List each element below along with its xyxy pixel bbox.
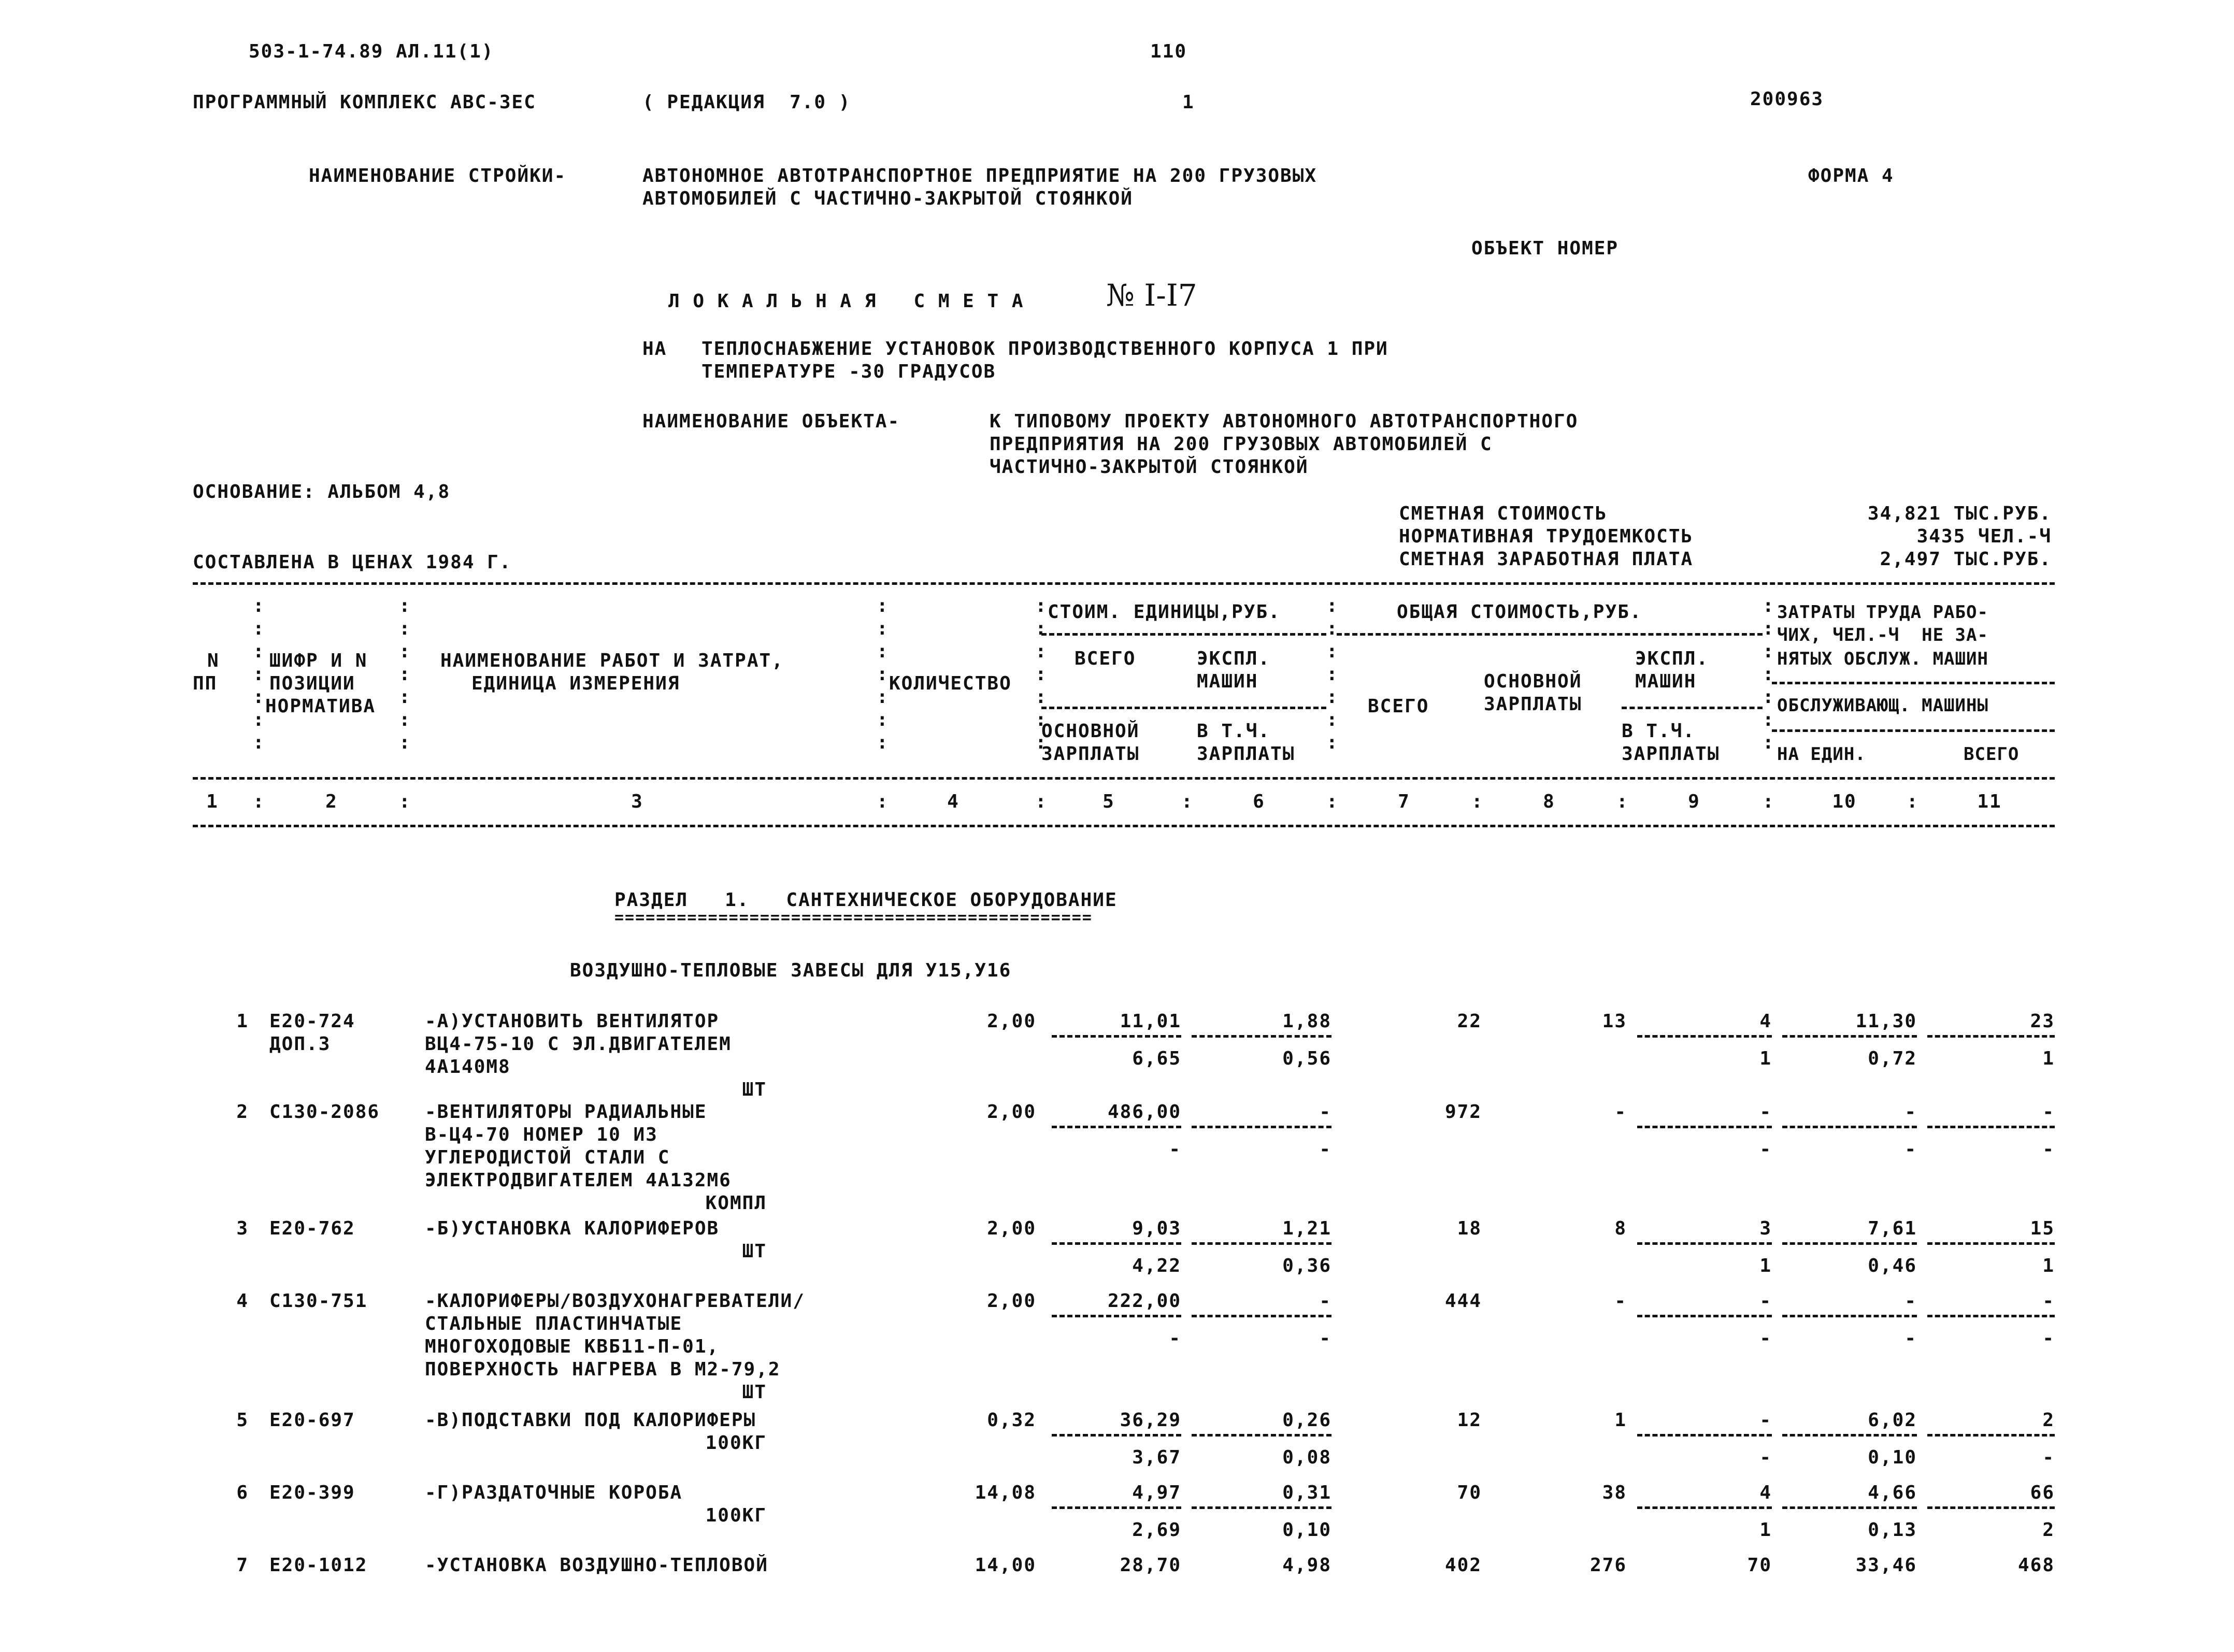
row-unit-cost: 222,00 <box>1107 1290 1181 1312</box>
row-subrule <box>1637 1035 1772 1038</box>
row-number: 5 <box>236 1410 249 1431</box>
header-top-rule <box>193 582 2055 585</box>
row-unit-cost: 11,01 <box>1120 1011 1181 1032</box>
header-col9-line1: ЭКСПЛ. <box>1635 648 1709 669</box>
row-unit: КОМПЛ <box>705 1193 767 1214</box>
header-col9-line3: В Т.Ч. <box>1622 721 1696 742</box>
row-number: 2 <box>236 1101 249 1123</box>
row-subrule <box>1637 1434 1772 1436</box>
row-machine-wages: 1 <box>1759 1255 1772 1276</box>
row-total-machine: 4 <box>1759 1482 1772 1503</box>
row-name-line: -А)УСТАНОВИТЬ ВЕНТИЛЯТОР <box>425 1011 720 1032</box>
row-number: 1 <box>236 1011 249 1032</box>
header-col9-line4: ЗАРПЛАТЫ <box>1622 743 1720 765</box>
row-machine-labor-total: 1 <box>2042 1255 2055 1276</box>
row-unit-machine: 0,26 <box>1282 1410 1331 1431</box>
row-machine-labor-unit: - <box>1904 1139 1917 1160</box>
row-machine-wages: - <box>1759 1139 1772 1160</box>
header-unit-cost-group: СТОИМ. ЕДИНИЦЫ,РУБ. <box>1048 601 1281 623</box>
row-machine-labor-total: - <box>2042 1447 2055 1468</box>
row-code: Е20-724 <box>269 1011 355 1032</box>
row-name-line: -ВЕНТИЛЯТОРЫ РАДИАЛЬНЫЕ <box>425 1101 707 1123</box>
row-unit-cost: 36,29 <box>1120 1410 1181 1431</box>
row-subrule <box>1192 1242 1331 1245</box>
header-col11: ВСЕГО <box>1964 744 2020 765</box>
row-subrule <box>1637 1242 1772 1245</box>
total-value-labor: 3435 ЧЕЛ.-Ч <box>1916 526 2052 547</box>
object-number-label: ОБЪЕКТ НОМЕР <box>1471 238 1619 259</box>
row-subrule <box>1782 1315 1917 1317</box>
row-quantity: 2,00 <box>987 1218 1036 1239</box>
row-code: С130-2086 <box>269 1101 380 1123</box>
row-code: Е20-697 <box>269 1410 355 1431</box>
row-unit-cost: 486,00 <box>1107 1101 1181 1123</box>
row-unit-machine-wages: 0,08 <box>1282 1447 1331 1468</box>
col-separator: : <box>877 791 888 812</box>
row-subrule <box>1192 1315 1331 1317</box>
row-subrule <box>1637 1126 1772 1128</box>
col-separator: : : : : : : : <box>1763 595 1774 753</box>
row-unit-machine: 1,88 <box>1282 1011 1331 1032</box>
row-subrule <box>1782 1434 1917 1436</box>
header-col2-line3: НОРМАТИВА <box>265 696 376 717</box>
row-name-line: ПОВЕРХНОСТЬ НАГРЕВА В М2-79,2 <box>425 1359 781 1380</box>
row-number: 7 <box>236 1555 249 1576</box>
estimate-on-label: НА <box>642 338 667 360</box>
row-unit: 100КГ <box>705 1505 767 1526</box>
row-labor-unit: 4,66 <box>1868 1482 1917 1503</box>
row-machine-labor-unit: 0,46 <box>1868 1255 1917 1276</box>
column-number: 8 <box>1543 791 1555 812</box>
document-number: 200963 <box>1750 89 1824 110</box>
row-unit-cost: 28,70 <box>1120 1555 1181 1576</box>
header-col1-line1: N <box>207 650 220 671</box>
col-separator: : <box>1035 791 1047 812</box>
row-total-machine: 3 <box>1759 1218 1772 1239</box>
header-col2-line1: ШИФР И N <box>269 650 368 671</box>
row-subrule <box>1192 1506 1331 1509</box>
header-col5-line3: ЗАРПЛАТЫ <box>1041 743 1140 765</box>
row-subrule <box>1782 1242 1917 1245</box>
row-labor-total: 66 <box>2030 1482 2055 1503</box>
row-total: 402 <box>1444 1555 1482 1576</box>
row-machine-labor-total: 2 <box>2042 1519 2055 1541</box>
row-total-wages: 276 <box>1589 1555 1627 1576</box>
column-number: 9 <box>1688 791 1700 812</box>
header-inner-rule <box>1041 707 1326 709</box>
row-subrule <box>1637 1315 1772 1317</box>
col-separator: : <box>1326 791 1338 812</box>
column-number: 1 <box>206 791 219 812</box>
section-underline: ============================================== <box>614 909 1093 927</box>
row-number: 4 <box>236 1290 249 1312</box>
col-separator: : : : : : : : <box>1035 595 1047 753</box>
row-name-line: -В)ПОДСТАВКИ ПОД КАЛОРИФЕРЫ <box>425 1410 756 1431</box>
row-name-line: -КАЛОРИФЕРЫ/ВОЗДУХОНАГРЕВАТЕЛИ/ <box>425 1290 805 1312</box>
estimate-title: Л О К А Л Ь Н А Я С М Е Т А <box>668 291 1024 312</box>
row-name-line: СТАЛЬНЫЕ ПЛАСТИНЧАТЫЕ <box>425 1313 683 1334</box>
row-labor-unit: 7,61 <box>1868 1218 1917 1239</box>
row-machine-labor-unit: - <box>1904 1328 1917 1349</box>
program-name: ПРОГРАММНЫЙ КОМПЛЕКС АВС-3ЕС <box>193 92 536 113</box>
row-labor-unit: 6,02 <box>1868 1410 1917 1431</box>
row-machine-labor-total: 1 <box>2042 1048 2055 1069</box>
row-labor-total: 468 <box>2017 1555 2055 1576</box>
subsection-title: ВОЗДУШНО-ТЕПЛОВЫЕ ЗАВЕСЫ ДЛЯ У15,У16 <box>570 960 1012 981</box>
column-number: 11 <box>1977 791 2002 812</box>
row-unit-wages: 2,69 <box>1132 1519 1181 1541</box>
row-subrule <box>1052 1126 1181 1128</box>
row-unit-machine-wages: 0,10 <box>1282 1519 1331 1541</box>
row-unit: ШТ <box>742 1241 767 1262</box>
header-col3-line2: ЕДИНИЦА ИЗМЕРЕНИЯ <box>471 673 680 694</box>
project-name-line1: АВТОНОМНОЕ АВТОТРАНСПОРТНОЕ ПРЕДПРИЯТИЕ НА 200 ГРУЗОВЫХ <box>642 165 1318 186</box>
header-inner-rule <box>1622 707 1763 709</box>
document-code: 503-1-74.89 АЛ.11(1) <box>249 41 494 62</box>
header-col10-line3: НЯТЫХ ОБСЛУЖ. МАШИН <box>1777 649 1988 669</box>
row-name-line: ВЦ4-75-10 С ЭЛ.ДВИГАТЕЛЕМ <box>425 1033 732 1055</box>
col-separator: : <box>1181 791 1193 812</box>
row-total-wages: 38 <box>1602 1482 1627 1503</box>
row-quantity: 14,08 <box>975 1482 1036 1503</box>
total-label-wages: СМЕТНАЯ ЗАРАБОТНАЯ ПЛАТА <box>1399 549 1694 570</box>
row-subrule <box>1927 1035 2055 1038</box>
row-unit-machine-wages: 0,56 <box>1282 1048 1331 1069</box>
row-total: 18 <box>1457 1218 1482 1239</box>
row-unit-machine-wages: - <box>1319 1139 1331 1160</box>
project-label: НАИМЕНОВАНИЕ СТРОЙКИ- <box>309 165 567 186</box>
header-inner-rule <box>1772 682 2055 684</box>
row-unit: ШТ <box>742 1382 767 1403</box>
row-number: 6 <box>236 1482 249 1503</box>
row-total: 972 <box>1444 1101 1482 1123</box>
header-col2-line2: ПОЗИЦИИ <box>269 673 355 694</box>
row-labor-total: 23 <box>2030 1011 2055 1032</box>
header-col8-line2: ЗАРПЛАТЫ <box>1484 694 1582 715</box>
header-bottom-rule <box>193 777 2055 780</box>
row-code: Е20-1012 <box>269 1555 368 1576</box>
row-labor-total: 15 <box>2030 1218 2055 1239</box>
column-number: 7 <box>1398 791 1410 812</box>
row-machine-labor-total: - <box>2042 1139 2055 1160</box>
row-subrule <box>1782 1126 1917 1128</box>
row-labor-unit: 33,46 <box>1855 1555 1917 1576</box>
row-machine-wages: 1 <box>1759 1519 1772 1541</box>
col-separator: : : : : : : : <box>253 595 264 753</box>
column-number-rule <box>193 825 2055 827</box>
row-subrule <box>1192 1434 1331 1436</box>
prices-basis: СОСТАВЛЕНА В ЦЕНАХ 1984 Г. <box>193 552 512 573</box>
row-unit-machine: - <box>1319 1290 1331 1312</box>
header-col10-line2: ЧИХ, ЧЕЛ.-Ч НЕ ЗА- <box>1777 625 1988 645</box>
row-unit-wages: 6,65 <box>1132 1048 1181 1069</box>
row-subrule <box>1927 1315 2055 1317</box>
basis: ОСНОВАНИЕ: АЛЬБОМ 4,8 <box>193 481 451 502</box>
header-inner-rule <box>1041 633 1326 636</box>
total-value-wages: 2,497 ТЫС.РУБ. <box>1880 549 2052 570</box>
row-total-machine: 4 <box>1759 1011 1772 1032</box>
row-unit-machine-wages: 0,36 <box>1282 1255 1331 1276</box>
row-total-wages: - <box>1614 1101 1627 1123</box>
row-quantity: 14,00 <box>975 1555 1036 1576</box>
col-separator: : : : : : : : <box>1326 595 1338 753</box>
program-edition: ( РЕДАКЦИЯ 7.0 ) <box>642 92 851 113</box>
header-col9-line2: МАШИН <box>1635 671 1697 692</box>
row-total: 444 <box>1444 1290 1482 1312</box>
object-name-line3: ЧАСТИЧНО-ЗАКРЫТОЙ СТОЯНКОЙ <box>990 456 1309 478</box>
row-labor-unit: - <box>1904 1290 1917 1312</box>
section-title: РАЗДЕЛ 1. САНТЕХНИЧЕСКОЕ ОБОРУДОВАНИЕ <box>614 889 1118 911</box>
row-labor-total: 2 <box>2042 1410 2055 1431</box>
row-quantity: 2,00 <box>987 1011 1036 1032</box>
row-name-line: ЭЛЕКТРОДВИГАТЕЛЕМ 4А132М6 <box>425 1170 732 1191</box>
header-inner-rule <box>1337 633 1763 636</box>
row-subrule <box>1927 1506 2055 1509</box>
col-separator: : : : : : : : <box>877 595 888 753</box>
header-col6-line4: ЗАРПЛАТЫ <box>1197 743 1295 765</box>
row-name-line: 4А140М8 <box>425 1056 511 1078</box>
header-col8-line1: ОСНОВНОЙ <box>1484 671 1582 692</box>
row-subrule <box>1782 1035 1917 1038</box>
row-subrule <box>1927 1434 2055 1436</box>
row-name-line: -Г)РАЗДАТОЧНЫЕ КОРОБА <box>425 1482 683 1503</box>
header-col1-line2: ПП <box>193 673 218 694</box>
row-code: С130-751 <box>269 1290 368 1312</box>
row-name-line: МНОГОХОДОВЫЕ КВБ11-П-01, <box>425 1336 720 1357</box>
row-quantity: 2,00 <box>987 1290 1036 1312</box>
estimate-subject-line2: ТЕМПЕРАТУРЕ -30 ГРАДУСОВ <box>701 361 996 382</box>
total-label-labor: НОРМАТИВНАЯ ТРУДОЕМКОСТЬ <box>1399 526 1694 547</box>
column-number: 2 <box>325 791 338 812</box>
row-total: 12 <box>1457 1410 1482 1431</box>
header-col7: ВСЕГО <box>1368 696 1429 717</box>
row-name-line: -Б)УСТАНОВКА КАЛОРИФЕРОВ <box>425 1218 720 1239</box>
row-subrule <box>1192 1035 1331 1038</box>
total-value-cost: 34,821 ТЫС.РУБ. <box>1867 503 2052 524</box>
row-total-wages: 1 <box>1614 1410 1627 1431</box>
row-code: Е20-399 <box>269 1482 355 1503</box>
row-total-machine: - <box>1759 1410 1772 1431</box>
header-col4: КОЛИЧЕСТВО <box>889 673 1012 694</box>
row-unit: ШТ <box>742 1079 767 1100</box>
row-subrule <box>1052 1315 1181 1317</box>
row-total-wages: - <box>1614 1290 1627 1312</box>
row-subrule <box>1052 1035 1181 1038</box>
header-col6-line3: В Т.Ч. <box>1197 721 1271 742</box>
row-unit-wages: - <box>1169 1139 1181 1160</box>
total-label-cost: СМЕТНАЯ СТОИМОСТЬ <box>1399 503 1608 524</box>
header-col6-line1: ЭКСПЛ. <box>1197 648 1271 669</box>
row-quantity: 2,00 <box>987 1101 1036 1123</box>
row-code: Е20-762 <box>269 1218 355 1239</box>
row-subrule <box>1927 1126 2055 1128</box>
header-col3-line1: НАИМЕНОВАНИЕ РАБОТ И ЗАТРАТ, <box>440 650 784 671</box>
row-total: 22 <box>1457 1011 1482 1032</box>
header-inner-rule <box>1772 729 2055 732</box>
row-machine-wages: - <box>1759 1447 1772 1468</box>
header-col10-line5: НА ЕДИН. <box>1777 744 1866 765</box>
row-labor-unit: 11,30 <box>1855 1011 1917 1032</box>
row-subrule <box>1637 1506 1772 1509</box>
row-unit-machine-wages: - <box>1319 1328 1331 1349</box>
header-col5-line2: ОСНОВНОЙ <box>1041 721 1140 742</box>
row-unit: 100КГ <box>705 1432 767 1454</box>
object-name-line1: К ТИПОВОМУ ПРОЕКТУ АВТОНОМНОГО АВТОТРАНСПОРТНОГО <box>990 411 1579 432</box>
estimate-number: № I-I7 <box>1106 278 1197 313</box>
row-machine-labor-unit: 0,13 <box>1868 1519 1917 1541</box>
row-unit-wages: 3,67 <box>1132 1447 1181 1468</box>
col-separator: : <box>253 791 264 812</box>
column-number: 3 <box>631 791 643 812</box>
row-unit-cost: 4,97 <box>1132 1482 1181 1503</box>
header-total-cost-group: ОБЩАЯ СТОИМОСТЬ,РУБ. <box>1397 601 1642 623</box>
col-separator: : <box>1763 791 1774 812</box>
row-labor-unit: - <box>1904 1101 1917 1123</box>
row-labor-total: - <box>2042 1101 2055 1123</box>
row-machine-labor-unit: 0,10 <box>1868 1447 1917 1468</box>
row-quantity: 0,32 <box>987 1410 1036 1431</box>
row-machine-labor-total: - <box>2042 1328 2055 1349</box>
column-number: 10 <box>1832 791 1857 812</box>
header-col10-line4: ОБСЛУЖИВАЮЩ. МАШИНЫ <box>1777 695 1988 716</box>
header-col6-line2: МАШИН <box>1197 671 1258 692</box>
row-unit-wages: - <box>1169 1328 1181 1349</box>
row-machine-wages: 1 <box>1759 1048 1772 1069</box>
row-labor-total: - <box>2042 1290 2055 1312</box>
row-code-extra: ДОП.3 <box>269 1033 331 1055</box>
row-unit-machine: - <box>1319 1101 1331 1123</box>
row-total-machine: 70 <box>1747 1555 1772 1576</box>
row-unit-machine: 1,21 <box>1282 1218 1331 1239</box>
project-name-line2: АВТОМОБИЛЕЙ С ЧАСТИЧНО-ЗАКРЫТОЙ СТОЯНКОЙ <box>642 188 1133 209</box>
row-name-line: УГЛЕРОДИСТОЙ СТАЛИ С <box>425 1147 670 1168</box>
header-col10-line1: ЗАТРАТЫ ТРУДА РАБО- <box>1777 602 1988 623</box>
col-separator: : : : : : : : <box>399 595 410 753</box>
row-unit-machine: 4,98 <box>1282 1555 1331 1576</box>
row-subrule <box>1052 1506 1181 1509</box>
column-number: 4 <box>947 791 960 812</box>
column-number: 6 <box>1253 791 1265 812</box>
row-name-line: -УСТАНОВКА ВОЗДУШНО-ТЕПЛОВОЙ <box>425 1555 768 1576</box>
row-unit-machine: 0,31 <box>1282 1482 1331 1503</box>
row-subrule <box>1052 1242 1181 1245</box>
page-number: 110 <box>1150 41 1187 62</box>
row-number: 3 <box>236 1218 249 1239</box>
col-separator: : <box>1471 791 1483 812</box>
object-label: НАИМЕНОВАНИЕ ОБЪЕКТА- <box>642 411 900 432</box>
row-total-wages: 8 <box>1614 1218 1627 1239</box>
row-subrule <box>1927 1242 2055 1245</box>
col-separator: : <box>1907 791 1918 812</box>
sheet-number: 1 <box>1182 92 1195 113</box>
row-subrule <box>1192 1126 1331 1128</box>
row-subrule <box>1052 1434 1181 1436</box>
row-unit-cost: 9,03 <box>1132 1218 1181 1239</box>
column-number: 5 <box>1102 791 1115 812</box>
row-name-line: В-Ц4-70 НОМЕР 10 ИЗ <box>425 1124 658 1145</box>
form-label: ФОРМА 4 <box>1808 165 1894 186</box>
col-separator: : <box>399 791 410 812</box>
object-name-line2: ПРЕДПРИЯТИЯ НА 200 ГРУЗОВЫХ АВТОМОБИЛЕЙ С <box>990 434 1493 455</box>
row-total-wages: 13 <box>1602 1011 1627 1032</box>
row-machine-wages: - <box>1759 1328 1772 1349</box>
col-separator: : <box>1616 791 1628 812</box>
row-total: 70 <box>1457 1482 1482 1503</box>
row-unit-wages: 4,22 <box>1132 1255 1181 1276</box>
row-total-machine: - <box>1759 1290 1772 1312</box>
row-machine-labor-unit: 0,72 <box>1868 1048 1917 1069</box>
estimate-subject-line1: ТЕПЛОСНАБЖЕНИЕ УСТАНОВОК ПРОИЗВОДСТВЕННОГО КОРПУСА 1 ПРИ <box>701 338 1388 360</box>
row-subrule <box>1782 1506 1917 1509</box>
row-total-machine: - <box>1759 1101 1772 1123</box>
header-col5-line1: ВСЕГО <box>1075 648 1136 669</box>
